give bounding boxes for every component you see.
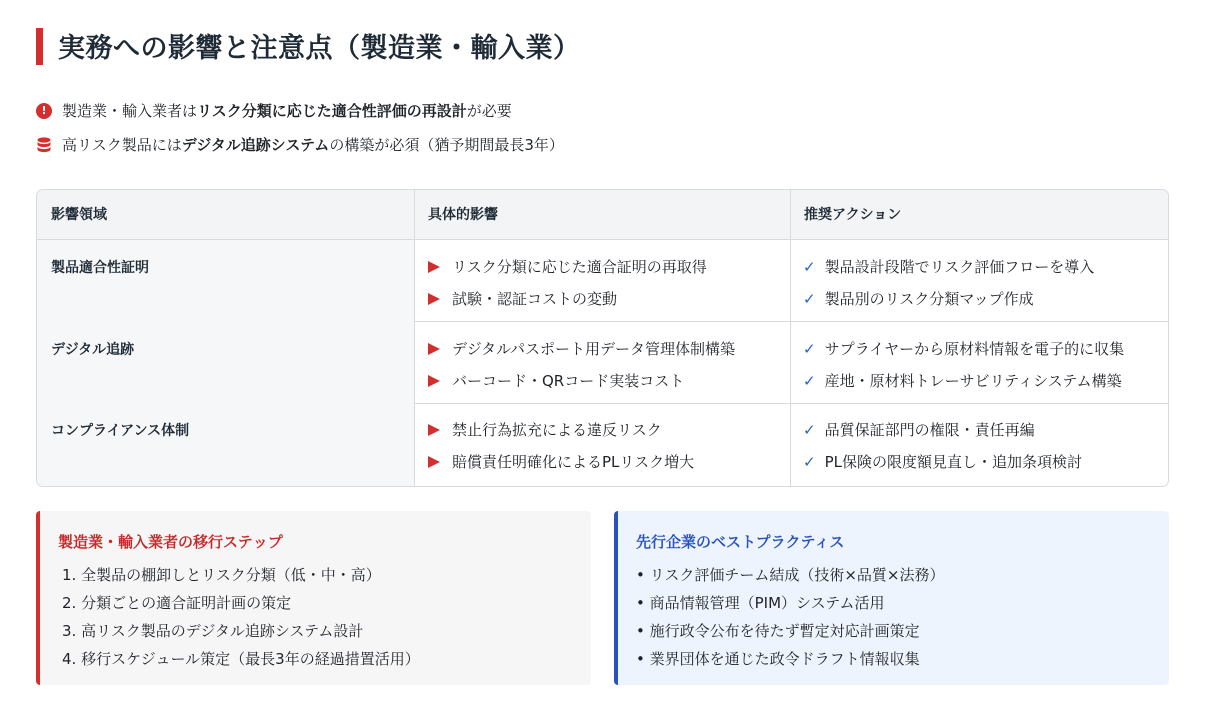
- database-icon: [36, 137, 52, 153]
- transition-steps-box: [36, 511, 591, 685]
- header-specific-impact: 具体的影響: [428, 207, 498, 223]
- impact-item: 禁止行為拡充による違反リスク: [428, 419, 662, 440]
- row-area-label: コンプライアンス体制: [51, 423, 190, 439]
- triangle-right-icon: [428, 261, 440, 273]
- step-item: 3. 高リスク製品のデジタル追跡システム設計: [62, 622, 364, 640]
- impact-item: バーコード・QRコード実装コスト: [428, 370, 684, 391]
- triangle-right-icon: [428, 424, 440, 436]
- impact-item: 試験・認証コストの変動: [428, 288, 617, 309]
- practice-item: • 施行政令公布を待たず暫定対応計画策定: [636, 622, 920, 640]
- best-practices-title: 先行企業のベストプラクティス: [636, 533, 845, 551]
- practice-item: • 業界団体を通じた政令ドラフト情報収集: [636, 650, 920, 668]
- alert-circle-icon: !: [36, 103, 52, 119]
- impact-item: リスク分類に応じた適合証明の再取得: [428, 256, 707, 277]
- row-divider: [414, 403, 1169, 404]
- highlight-digital-tracking: [36, 134, 564, 155]
- practice-item: • リスク評価チーム結成（技術×品質×法務）: [636, 566, 945, 584]
- action-item: ✓ 品質保証部門の権限・責任再編: [803, 420, 1035, 439]
- title-accent-bar: [36, 28, 43, 65]
- step-item: 2. 分類ごとの適合証明計画の策定: [62, 594, 292, 612]
- row-area-label: デジタル追跡: [51, 342, 135, 358]
- check-icon: ✓: [803, 257, 816, 276]
- step-item: 1. 全製品の棚卸しとリスク分類（低・中・高）: [62, 566, 381, 584]
- triangle-right-icon: [428, 293, 440, 305]
- impact-item: デジタルパスポート用データ管理体制構築: [428, 338, 735, 359]
- triangle-right-icon: [428, 343, 440, 355]
- table-header: [37, 190, 1168, 240]
- practice-item: • 商品情報管理（PIM）システム活用: [636, 594, 885, 612]
- impact-table: [36, 189, 1169, 487]
- highlight-text: 高リスク製品にはデジタル追跡システムの構築が必須（猶予期間最長3年）: [62, 136, 564, 154]
- row-divider: [414, 321, 1169, 322]
- action-item: ✓ 産地・原材料トレーサビリティシステム構築: [803, 371, 1122, 390]
- triangle-right-icon: [428, 456, 440, 468]
- header-recommended-action: 推奨アクション: [804, 207, 902, 223]
- check-icon: ✓: [803, 452, 816, 471]
- row-area-label: 製品適合性証明: [51, 260, 149, 276]
- check-icon: ✓: [803, 371, 816, 390]
- triangle-right-icon: [428, 375, 440, 387]
- action-item: ✓ PL保険の限度額見直し・追加条項検討: [803, 452, 1082, 471]
- header-impact-area: 影響領域: [51, 207, 107, 223]
- impact-item: 賠償責任明確化によるPLリスク増大: [428, 451, 694, 472]
- best-practices-box: [614, 511, 1169, 685]
- check-icon: ✓: [803, 420, 816, 439]
- step-item: 4. 移行スケジュール策定（最長3年の経過措置活用）: [62, 650, 420, 668]
- area-column-background: [37, 240, 414, 487]
- page-title: 実務への影響と注意点（製造業・輸入業）: [58, 33, 581, 64]
- check-icon: ✓: [803, 339, 816, 358]
- transition-steps-title: 製造業・輸入業者の移行ステップ: [58, 533, 283, 551]
- column-divider: [414, 190, 415, 486]
- highlight-text: 製造業・輸入業者はリスク分類に応じた適合性評価の再設計が必要: [62, 102, 512, 120]
- column-divider: [790, 190, 791, 486]
- highlight-risk-redesign: [36, 100, 512, 121]
- action-item: ✓ サプライヤーから原材料情報を電子的に収集: [803, 339, 1125, 358]
- action-item: ✓ 製品設計段階でリスク評価フローを導入: [803, 257, 1095, 276]
- check-icon: ✓: [803, 289, 816, 308]
- action-item: ✓ 製品別のリスク分類マップ作成: [803, 289, 1034, 308]
